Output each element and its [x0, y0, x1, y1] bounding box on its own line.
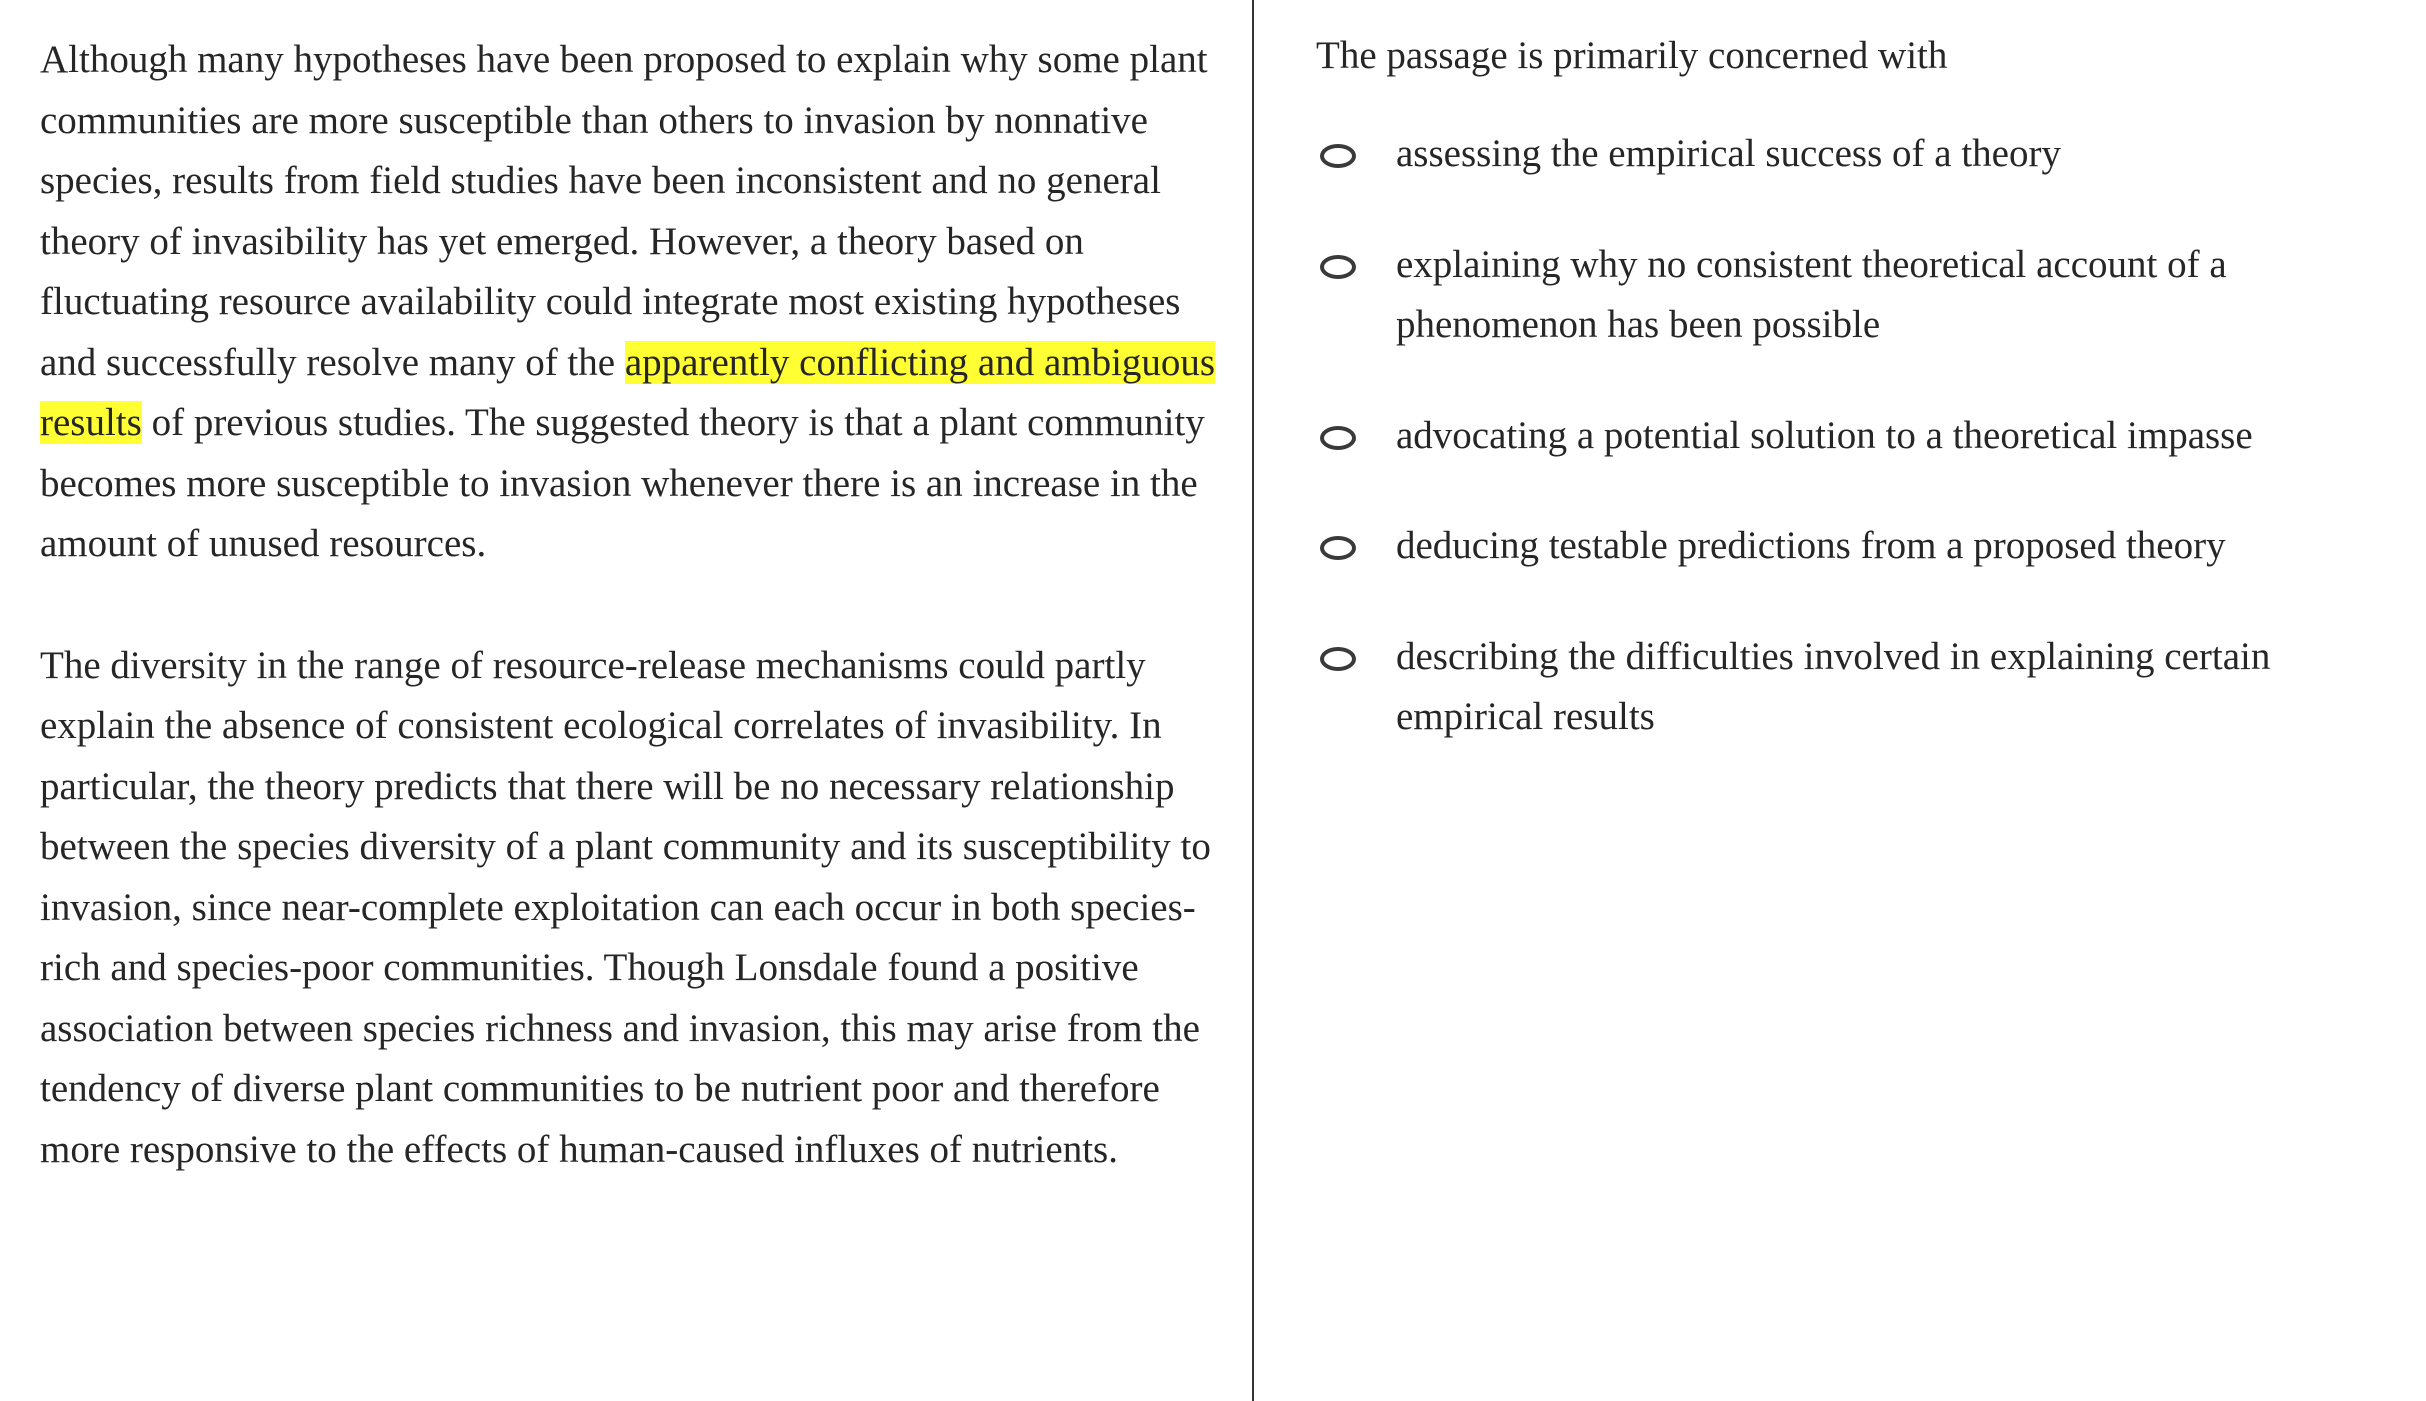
answer-options	[1316, 124, 2406, 748]
question-stem: The passage is primarily concerned with	[1316, 34, 1948, 77]
question-pane	[1254, 0, 2426, 1401]
answer-option-a[interactable]	[1316, 124, 2406, 185]
answer-option-label: deducing testable predictions from a proposed theory	[1396, 524, 2226, 567]
answer-option-label: describing the difficulties involved in explaining certain empirical results	[1396, 634, 2271, 738]
radio-button-icon[interactable]	[1320, 647, 1356, 671]
radio-button-icon[interactable]	[1320, 144, 1356, 168]
highlighted-phrase: apparently conflicting and ambiguous results	[40, 340, 1216, 444]
passage-paragraph-2: The diversity in the range of resource-release mechanisms could partly explain the absence of consistent ecological correlates of invasibility. In particular, the theory predicts that there will be no necessary relationship between the species diversity of a plant community and its susceptibility to invasion, since near-complete exploitation can each occur in both species-rich and species-poor communities. Though Lonsdale found a positive association between species richness and invasion, this may arise from the tendency of diverse plant communities to be nutrient poor and therefore more responsive to the effects of human-caused influxes of nutrients.	[40, 643, 1211, 1171]
answer-option-c[interactable]	[1316, 406, 2406, 467]
radio-button-icon[interactable]	[1320, 255, 1356, 279]
paragraph-1-text-end: of previous studies. The suggested theory is that a plant community becomes more susceptible to invasion whenever there is an increase in the amount of unused resources.	[40, 401, 1205, 565]
answer-option-label: assessing the empirical success of a theory	[1396, 132, 2061, 175]
answer-option-label: explaining why no consistent theoretical account of a phenomenon has been possible	[1396, 242, 2227, 346]
answer-option-e[interactable]	[1316, 627, 2406, 748]
answer-option-label: advocating a potential solution to a theoretical impasse	[1396, 413, 2253, 457]
radio-button-icon[interactable]	[1320, 536, 1356, 560]
answer-option-b[interactable]	[1316, 235, 2406, 356]
radio-button-icon[interactable]	[1320, 426, 1356, 450]
paragraph-1-text-start: Although many hypotheses have been proposed to explain why some plant communities are more susceptible than others to invasion by nonnative species, results from field studies have been inconsistent and no general theory of invasibility has yet emerged. However, a theory based on fluctuating resource availability could integrate most existing hypotheses and successfully resolve many of the	[40, 38, 1208, 384]
answer-option-d[interactable]	[1316, 516, 2406, 577]
passage-paragraph-1	[40, 30, 1230, 575]
